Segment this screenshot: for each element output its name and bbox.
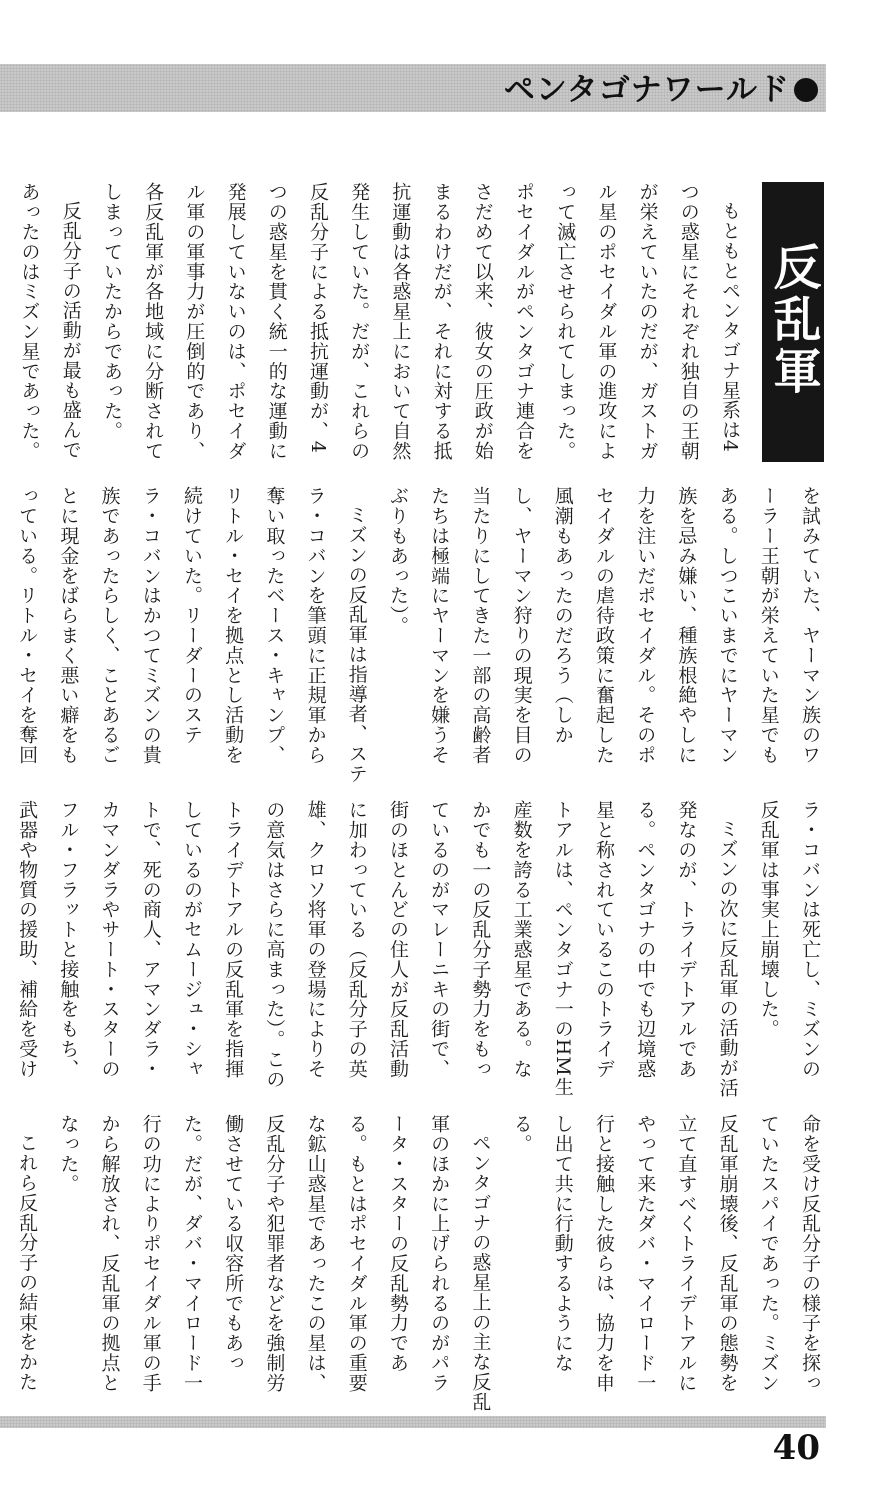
paragraph: ミズンの反乱軍は指導者、ステラ・コバンを筆頭に正規軍から奪い取ったベース・キャンプ、リトル・セイを拠点とし活動を続けていた。リーダーのステラ・コバンはかつてミズンの貴族であったらしく、ことあるごとに現金をばらまく悪い癖をもっている。リトル・セイを奪回 <box>16 486 368 784</box>
paragraph: ミズンの次に反乱軍の活動が活発なのが、トライデトアルである。ペンタゴナの中でも辺境惑星と称されているこのトライデトアルは、ペンタゴナ一のHM生産数を誇る工業惑星である。なかでも一の反乱分子勢力をもっているのがマレーニキの街で、街のほとんどの住人が反乱活動に加わっている（反乱分子の英雄、クロソ将軍の登場によりその意気はさらに高まった）。このトライデトアルの反乱軍を指揮しているのがセムージュ・シャトで、死の商人、アマンダラ・カマンダラやサート・スターのフル・フラットと接触をもち、武器や物質の援助、補給を受け <box>16 800 739 1098</box>
text-column-3 <box>16 800 830 1098</box>
paragraph: を試みていた、ヤーマン族のワーラー王朝が栄えていた星でもある。しつこいまでにヤーマン族を忌み嫌い、種族根絶やしに力を注いだポセイダル。そのポセイダルの虐待政策に奮起した風潮もあったのだろう（しかし、ヤーマン狩りの現実を目の当たりにしてきた一部の高齢者たちは極端にヤーマンを嫌うそぶりもあった）。 <box>386 486 821 765</box>
paragraph: 反乱分子の活動が最も盛んであったのはミズン星であった。 <box>18 182 82 461</box>
text-column-1 <box>18 182 750 472</box>
page-number: 40 <box>772 1428 820 1468</box>
section-title: 反乱軍 <box>762 182 824 462</box>
paragraph: もともとペンタゴナ星系は4つの惑星にそれぞれ独自の王朝が栄えていたのだが、ガストガル星のポセイダル軍の進攻によって滅亡させられてしまった。ポセイダルがペンタゴナ連合をさだめて以来、彼女の圧政が始まるわけだが、それに対する抵抗運動は各惑星上において自然発生していた。だが、これらの反乱分子による抵抗運動が、4つの惑星を貫く統一的な運動に発展していないのは、ポセイダル軍の軍事力が圧倒的であり、各反乱軍が各地域に分断されてしまっていたからであった。 <box>100 182 741 461</box>
paragraph: これら反乱分子の結束をかた <box>16 1133 39 1392</box>
text-column-4 <box>16 1114 830 1412</box>
paragraph: ラ・コバンは死亡し、ミズンの反乱軍は事実上崩壊した。 <box>757 800 821 1079</box>
header-title: ペンタゴナワールド <box>503 72 790 108</box>
page-header <box>504 70 818 110</box>
footer-band <box>0 1416 826 1428</box>
bullet-dot-icon <box>794 78 818 102</box>
paragraph: ペンタゴナの惑星上の主な反乱軍のほかに上げられるのがパラータ・スターの反乱勢力である。もとはポセイダル軍の重要な鉱山惑星であったこの星は、反乱分子や犯罪者などを強制労働させている収容所でもあった。だが、ダバ・マイロード一行の功によりポセイダル軍の手から解放され、反乱軍の拠点となった。 <box>57 1114 492 1412</box>
paragraph: 命を受け反乱分子の様子を探っていたスパイであった。ミズン反乱軍崩壊後、反乱軍の態勢を立て直すべくトライデトアルにやって来たダバ・マイロード一行と接触した彼らは、協力を申し出て共に行動するようになる。 <box>510 1114 821 1393</box>
text-column-2 <box>16 486 830 784</box>
